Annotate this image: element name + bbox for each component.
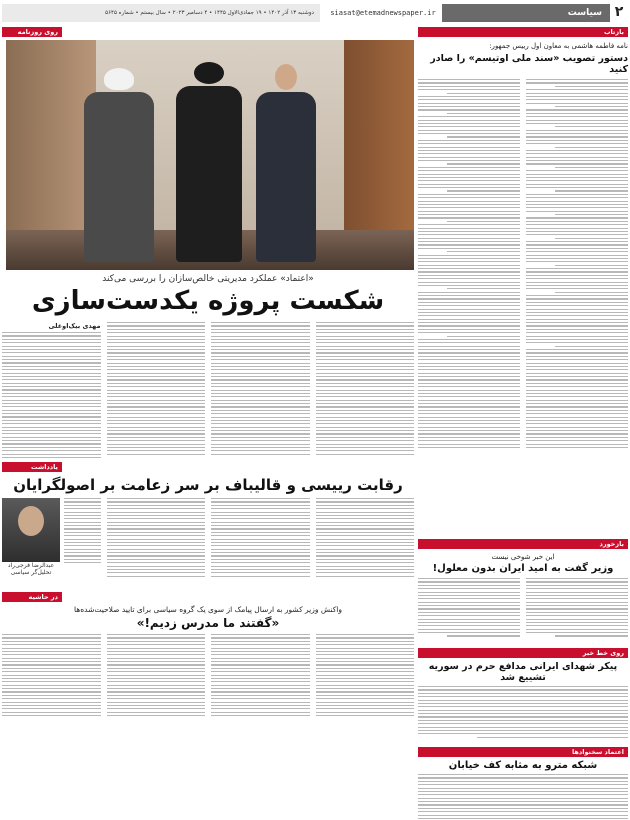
story1-body xyxy=(418,79,628,531)
story2-title: وزیر گفت به امید ایران بدون معلول! xyxy=(432,563,614,574)
story2-kicker: این خبر شوخی نیست xyxy=(491,553,555,561)
story2-body xyxy=(418,578,628,644)
figure-left xyxy=(84,68,154,262)
right-column-tag: بازتاب xyxy=(418,27,628,37)
lead-headline: شکست پروژه یکدست‌سازی xyxy=(31,286,385,316)
lead-byline: مهدی بیک‌اوغلی xyxy=(48,322,101,330)
right-column xyxy=(418,27,628,820)
story1-kicker: نامه فاطمه هاشمی به معاون اول رییس جمهور: xyxy=(489,42,628,50)
section3-body xyxy=(2,634,414,728)
story4-tag: اعتماد سخنوادها xyxy=(418,747,628,757)
story1-col-right xyxy=(418,79,520,531)
section3-headline: «گفتند ما مدرس زدیم!» xyxy=(136,616,280,630)
section2-body xyxy=(2,498,414,588)
story1-title: دستور تصویب «سند ملی اوتیسم» را صادر کنید xyxy=(430,53,628,75)
dateline: دوشنبه ۱۳ آذر ۱۴۰۲ • ۱۹ جمادی‌الاول ۱۴۴۵ • ۴ دسامبر ۲۰۲۳ • سال بیستم • شماره ۵۶۴۵ xyxy=(2,4,320,22)
story4-title: شبکه مترو به مثابه کف خیابان xyxy=(448,760,598,771)
page-header xyxy=(0,0,630,24)
story2-tag: بازخورد xyxy=(418,539,628,549)
story1-col-left xyxy=(526,79,628,531)
story3-body xyxy=(418,686,628,744)
section-name: سیاست xyxy=(442,4,610,22)
story3-tag: روی خط خبر xyxy=(418,648,628,658)
story3-title: پیکر شهدای ایرانی مدافع حرم در سوریه تشییع شد xyxy=(428,661,618,683)
lead-kicker: «اعتماد» عملکرد مدیریتی خالص‌سازان را بررسی می‌کند xyxy=(102,274,314,284)
figure-right xyxy=(256,64,316,262)
figure-center xyxy=(176,62,242,262)
lead-photo xyxy=(6,40,414,270)
author-caption: تحلیل‌گر سیاسی xyxy=(10,569,52,576)
page-number: ۲ xyxy=(614,4,624,20)
left-column xyxy=(2,27,414,728)
section2-tag: یادداشت xyxy=(2,462,62,472)
section-email[interactable]: siasat@etemadnewspaper.ir xyxy=(330,9,436,17)
story4-body xyxy=(418,774,628,820)
section3-tag: در حاشیه xyxy=(2,592,62,602)
lead-tag: روی روزنامه xyxy=(2,27,62,37)
author-photo xyxy=(2,498,60,562)
section2-headline: رقابت رییسی و قالیباف بر سر زعامت بر اصولگرایان xyxy=(13,476,403,494)
author-name: عبدالرضا فرجی‌راد xyxy=(7,562,55,569)
lead-body xyxy=(2,322,414,460)
section3-kicker: واکنش وزیر کشور به ارسال پیامک از سوی یک گروه سیاسی برای تایید صلاحیت‌شده‌ها xyxy=(73,605,343,614)
